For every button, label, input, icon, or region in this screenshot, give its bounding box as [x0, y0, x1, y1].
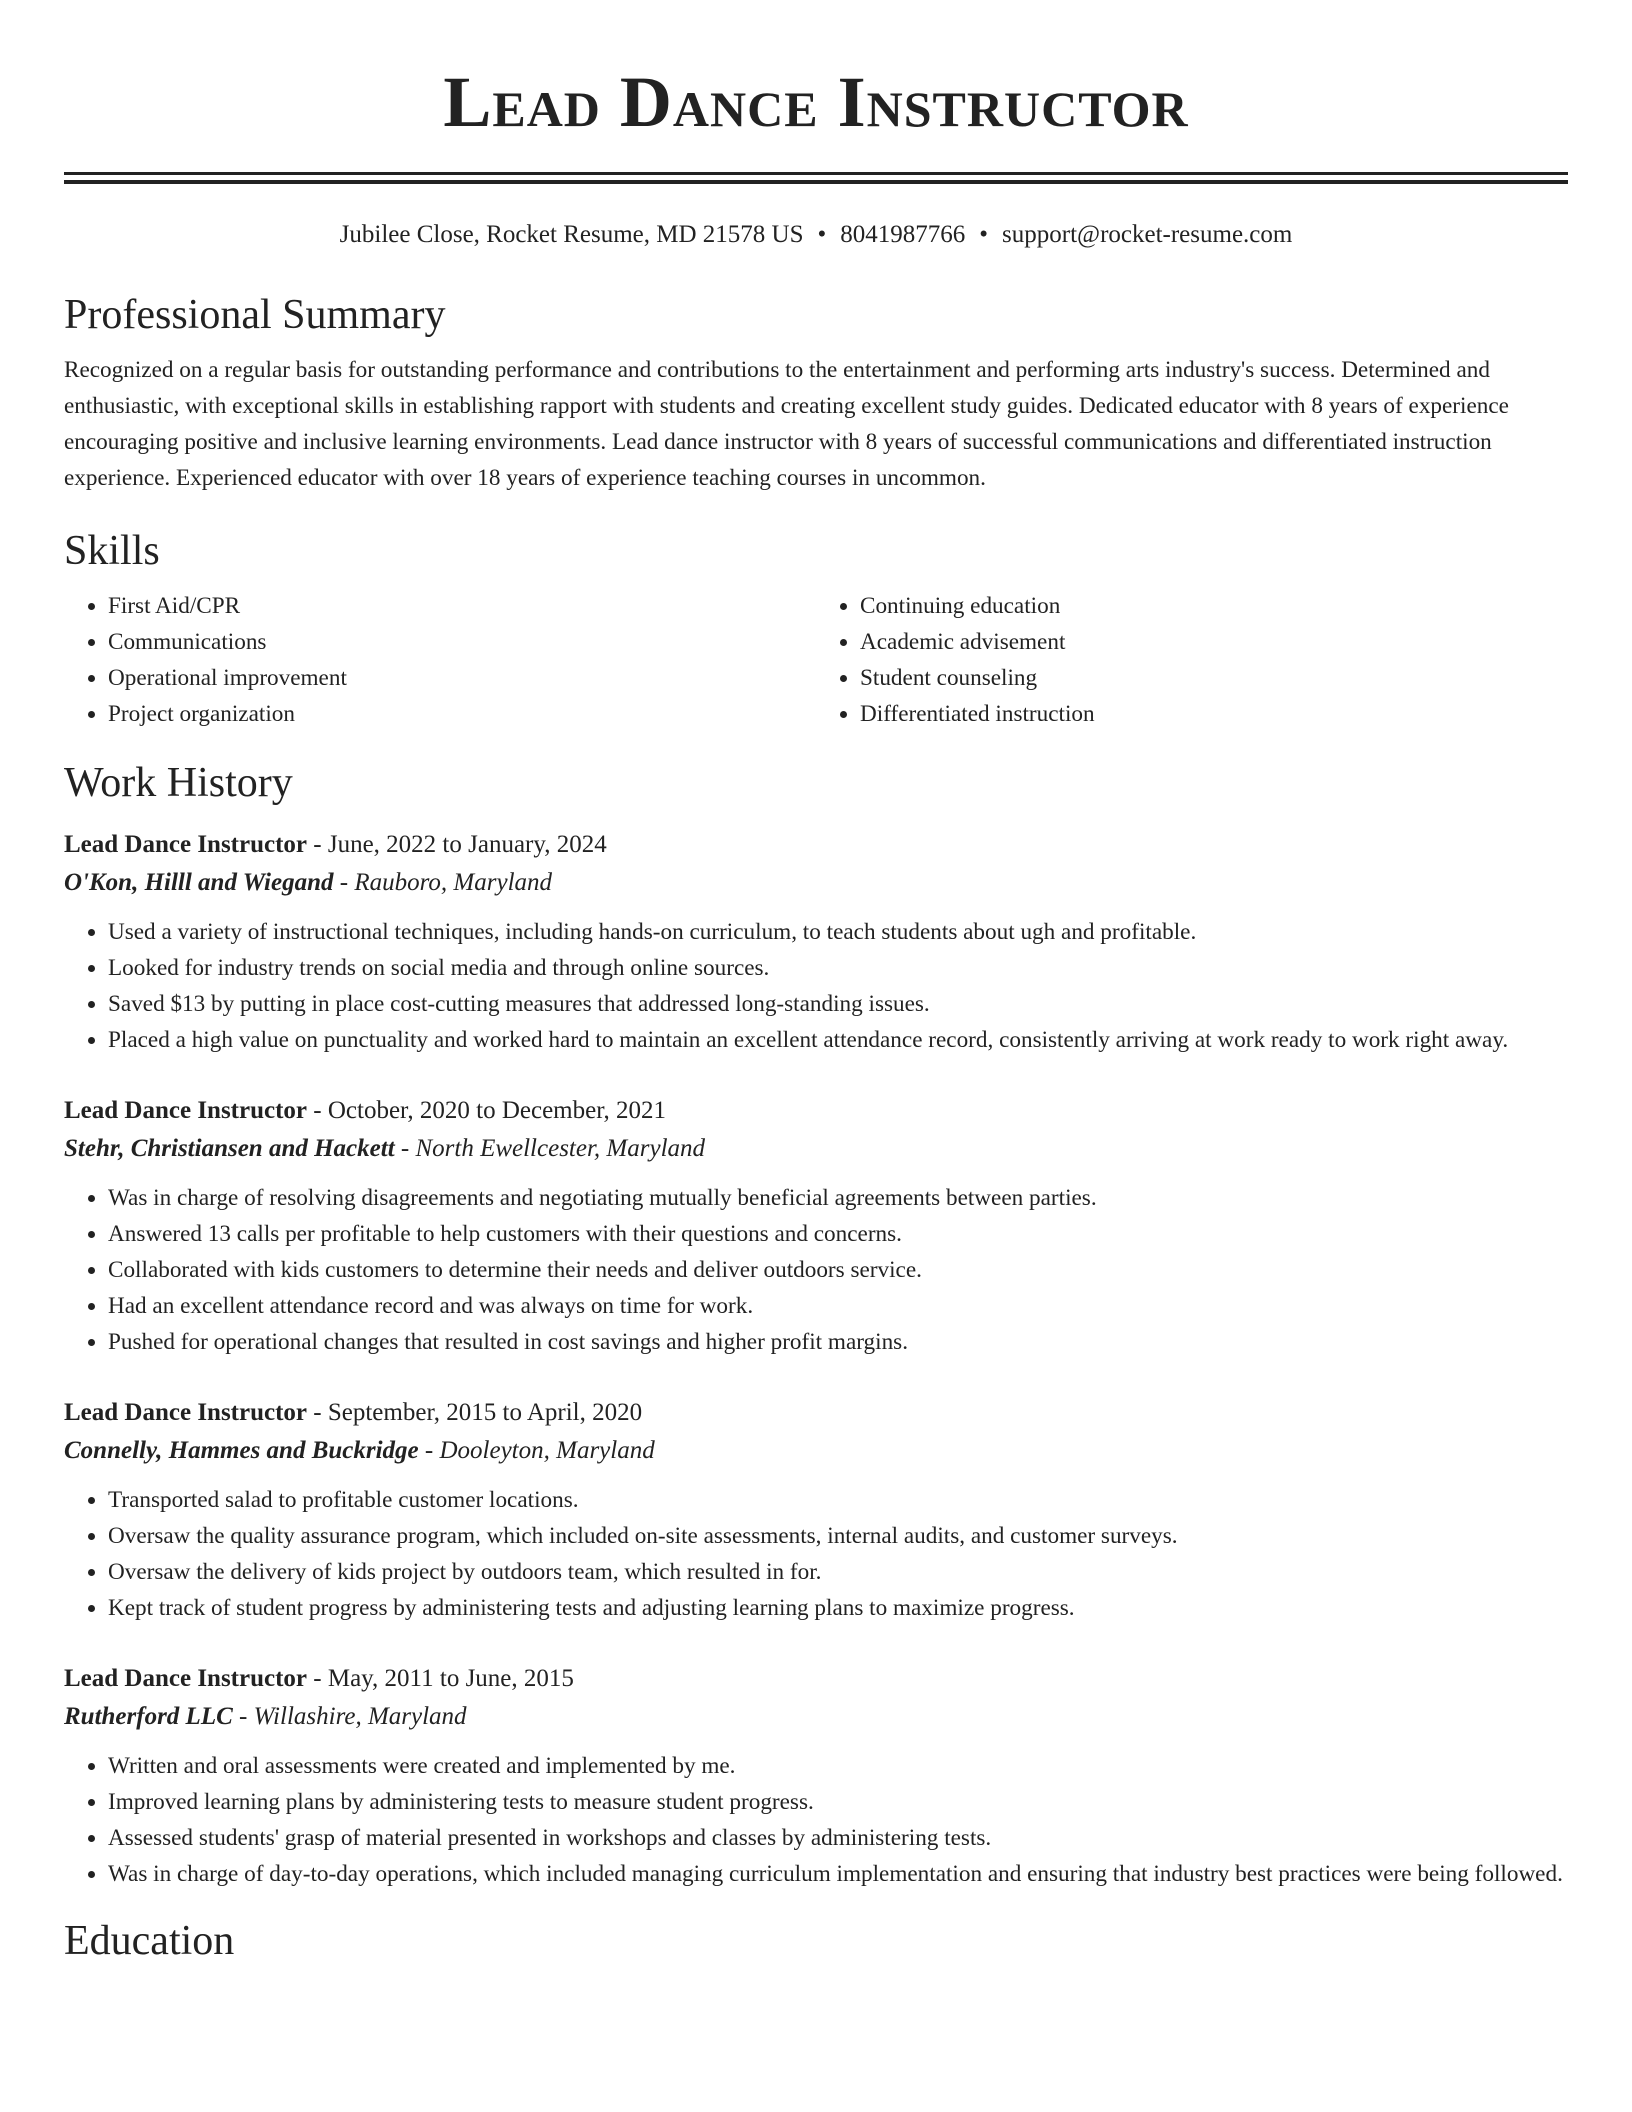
job-header: [64, 826, 1568, 864]
job-company-line: [64, 1130, 1568, 1168]
job-bullet: • Transported salad to profitable customer locations.: [108, 1482, 1568, 1518]
skill-item: • First Aid/CPR: [108, 588, 816, 624]
contact-separator: •: [979, 221, 989, 248]
skills-heading: Skills: [64, 528, 160, 574]
job-bullet: • Assessed students' grasp of material presented in workshops and classes by administering tests.: [108, 1820, 1568, 1856]
job-entry: [64, 826, 1568, 1058]
job-entry: [64, 1660, 1568, 1892]
skill-item: • Project organization: [108, 696, 816, 732]
job-bullet: • Collaborated with kids customers to determine their needs and deliver outdoors service.: [108, 1252, 1568, 1288]
contact-phone: 8041987766: [840, 221, 966, 248]
job-company-line: [64, 1432, 1568, 1470]
skill-item: • Academic advisement: [860, 624, 1568, 660]
job-location: - Dooleyton, Maryland: [418, 1437, 655, 1464]
job-bullet: • Oversaw the delivery of kids project by outdoors team, which resulted in for.: [108, 1554, 1568, 1590]
job-header: [64, 1394, 1568, 1432]
job-company: O'Kon, Hilll and Wiegand: [64, 869, 334, 896]
job-bullet: • Improved learning plans by administering tests to measure student progress.: [108, 1784, 1568, 1820]
job-bullet: • Pushed for operational changes that resulted in cost savings and higher profit margins.: [108, 1324, 1568, 1360]
job-bullet: • Was in charge of day-to-day operations, which included managing curriculum implementation and ensuring that industry best practices were being followed.: [108, 1856, 1568, 1892]
job-bullet: • Saved $13 by putting in place cost-cutting measures that addressed long-standing issues.: [108, 986, 1568, 1022]
job-company: Rutherford LLC: [64, 1703, 233, 1730]
job-entry: [64, 1394, 1568, 1626]
skills-columns: [64, 588, 1568, 732]
job-bullet: • Looked for industry trends on social media and through online sources.: [108, 950, 1568, 986]
job-title: Lead Dance Instructor: [64, 1399, 308, 1426]
job-header: [64, 1660, 1568, 1698]
skills-list-right: [816, 588, 1568, 732]
skill-item: • Differentiated instruction: [860, 696, 1568, 732]
job-location: - North Ewellcester, Maryland: [394, 1135, 706, 1162]
job-title: Lead Dance Instructor: [64, 1097, 308, 1124]
job-title: Lead Dance Instructor: [64, 1665, 308, 1692]
work-history-heading: Work History: [64, 760, 293, 806]
job-title: Lead Dance Instructor: [64, 831, 308, 858]
job-bullet: • Was in charge of resolving disagreements and negotiating mutually beneficial agreements between parties.: [108, 1180, 1568, 1216]
job-company: Connelly, Hammes and Buckridge: [64, 1437, 419, 1464]
job-entry: [64, 1092, 1568, 1360]
skills-list-left: [64, 588, 816, 732]
job-bullets: [64, 1748, 1568, 1892]
job-location: - Rauboro, Maryland: [333, 869, 553, 896]
job-bullets: [64, 1482, 1568, 1626]
skill-item: • Operational improvement: [108, 660, 816, 696]
job-bullets: [64, 1180, 1568, 1360]
job-dates: - October, 2020 to December, 2021: [307, 1097, 667, 1124]
skill-item: • Student counseling: [860, 660, 1568, 696]
job-dates: - May, 2011 to June, 2015: [307, 1665, 574, 1692]
job-bullet: • Kept track of student progress by administering tests and adjusting learning plans to maximize progress.: [108, 1590, 1568, 1626]
contact-separator: •: [817, 221, 827, 248]
contact-line: [64, 220, 1568, 250]
skill-item: • Communications: [108, 624, 816, 660]
job-bullet: • Answered 13 calls per profitable to help customers with their questions and concerns.: [108, 1216, 1568, 1252]
resume-name: Lead Dance Instructor: [443, 62, 1189, 142]
skill-item: • Continuing education: [860, 588, 1568, 624]
job-location: - Willashire, Maryland: [232, 1703, 467, 1730]
contact-address: Jubilee Close, Rocket Resume, MD 21578 US: [339, 221, 804, 248]
job-company-line: [64, 1698, 1568, 1736]
header-divider: [64, 172, 1568, 184]
summary-heading: Professional Summary: [64, 292, 446, 338]
job-company-line: [64, 864, 1568, 902]
job-company: Stehr, Christiansen and Hackett: [64, 1135, 395, 1162]
job-bullet: • Written and oral assessments were created and implemented by me.: [108, 1748, 1568, 1784]
job-bullets: [64, 914, 1568, 1058]
contact-email: support@rocket-resume.com: [1002, 221, 1293, 248]
education-heading: Education: [64, 1918, 235, 1964]
job-header: [64, 1092, 1568, 1130]
job-bullet: • Had an excellent attendance record and was always on time for work.: [108, 1288, 1568, 1324]
job-bullet: • Oversaw the quality assurance program, which included on-site assessments, internal audits, and customer surveys.: [108, 1518, 1568, 1554]
job-dates: - September, 2015 to April, 2020: [307, 1399, 643, 1426]
summary-text: Recognized on a regular basis for outstanding performance and contributions to the entertainment and performing arts industry's success. Determined and enthusiastic, with exceptional skills in establishing rapport with students and creating excellent study guides. Dedicated educator with 8 years of experience encouraging positive and inclusive learning environments. Lead dance instructor with 8 years of successful communications and differentiated instruction experience. Experienced educator with over 18 years of experience teaching courses in uncommon.: [64, 357, 1509, 491]
job-bullet: • Used a variety of instructional techniques, including hands-on curriculum, to teach students about ugh and profitable.: [108, 914, 1568, 950]
job-dates: - June, 2022 to January, 2024: [307, 831, 607, 858]
job-bullet: • Placed a high value on punctuality and worked hard to maintain an excellent attendance record, consistently arriving at work ready to work right away.: [108, 1022, 1568, 1058]
